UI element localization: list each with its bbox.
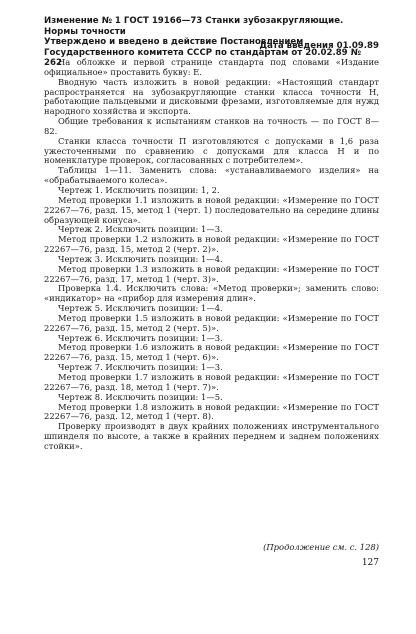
paragraph: Чертеж 3. Исключить позиции: 1—4.	[58, 253, 223, 264]
paragraph: Вводную часть изложить в новой редакции: «Настоящий стандарт распространяется на зубозакругляющие станки класса точности Н, работающие пальцевыми и дисковыми фрезами, изготовляемые для нужд народного хозяйства и экспорта.	[44, 76, 379, 117]
amendment-title: Изменение № 1 ГОСТ 19166—73 Станки зубозакругляющие. Нормы точности	[44, 16, 344, 37]
paragraph: Метод проверки 1.3 изложить в новой редакции: «Измерение по ГОСТ 22267—76, разд. 17, метод 1 (черт. 3)».	[44, 263, 379, 284]
paragraph: Чертеж 8. Исключить позиции: 1—5.	[58, 391, 223, 402]
paragraph: Метод проверки 1.8 изложить в новой редакции: «Измерение по ГОСТ 22267—76, разд. 12, метод 1 (черт. 8).	[44, 401, 379, 422]
paragraph: Общие требования к испытаниям станков на точность — по ГОСТ 8—82.	[44, 116, 379, 136]
paragraph: Метод проверки 1.1 изложить в новой редакции: «Измерение по ГОСТ 22267—76, разд. 15, метод 1 (черт. 1) последовательно на середине длины образующей конуса».	[44, 194, 379, 225]
paragraph: На обложке и первой странице стандарта под словами «Издание официальное» проставить букву: Е.	[44, 57, 379, 77]
paragraph: Чертеж 1. Исключить позиции: 1, 2.	[58, 184, 220, 195]
paragraph: Чертеж 6. Исключить позиции: 1—3.	[58, 332, 223, 343]
effective-date: Дата введения 01.09.89	[259, 41, 379, 51]
continuation-note: (Продолжение см. с. 128)	[263, 542, 379, 552]
paragraph: Таблицы 1—11. Заменить слова: «устанавливаемого изделия» на «обрабатываемого колеса».	[44, 165, 379, 186]
paragraph: Метод проверки 1.6 изложить в новой редакции: «Измерение по ГОСТ 22267—76, разд. 15, метод 1 (черт. 6)».	[44, 342, 379, 363]
paragraph: Метод проверки 1.2 изложить в новой редакции: «Измерение по ГОСТ 22267—76, разд. 15, метод 2 (черт. 2)».	[44, 234, 379, 255]
paragraph: Чертеж 2. Исключить позиции: 1—3.	[58, 224, 223, 235]
paragraph: Станки класса точности П изготовляются с допусками в 1,6 раза ужесточенными по сравнению с допусками для класса Н и по номенклатуре проверок, согласованных с потребителем».	[44, 135, 379, 166]
document-body	[44, 58, 379, 452]
paragraph: Чертеж 5. Исключить позиции: 1—4.	[58, 303, 223, 314]
paragraph: Проверка 1.4. Исключить слова: «Метод проверки»; заменить слово: «индикатор» на «прибор для измерения длин».	[44, 283, 379, 304]
paragraph: Метод проверки 1.7 изложить в новой редакции: «Измерение по ГОСТ 22267—76, разд. 18, метод 1 (черт. 7)».	[44, 372, 379, 392]
page-number: 127	[361, 558, 379, 568]
paragraph: Метод проверки 1.5 изложить в новой редакции: «Измерение по ГОСТ 22267—76, разд. 15, метод 2 (черт. 5)».	[44, 312, 379, 333]
paragraph: Проверку производят в двух крайних положениях инструментального шпинделя по высоте, а также в крайних переднем и заднем положениях стойки».	[44, 421, 379, 451]
paragraph: Чертеж 7. Исключить позиции: 1—3.	[58, 362, 223, 373]
approval-statement: Утверждено и введено в действие Постановлением Государственного комитета СССР по стандартам от 20.02.89 № 262	[44, 37, 361, 69]
